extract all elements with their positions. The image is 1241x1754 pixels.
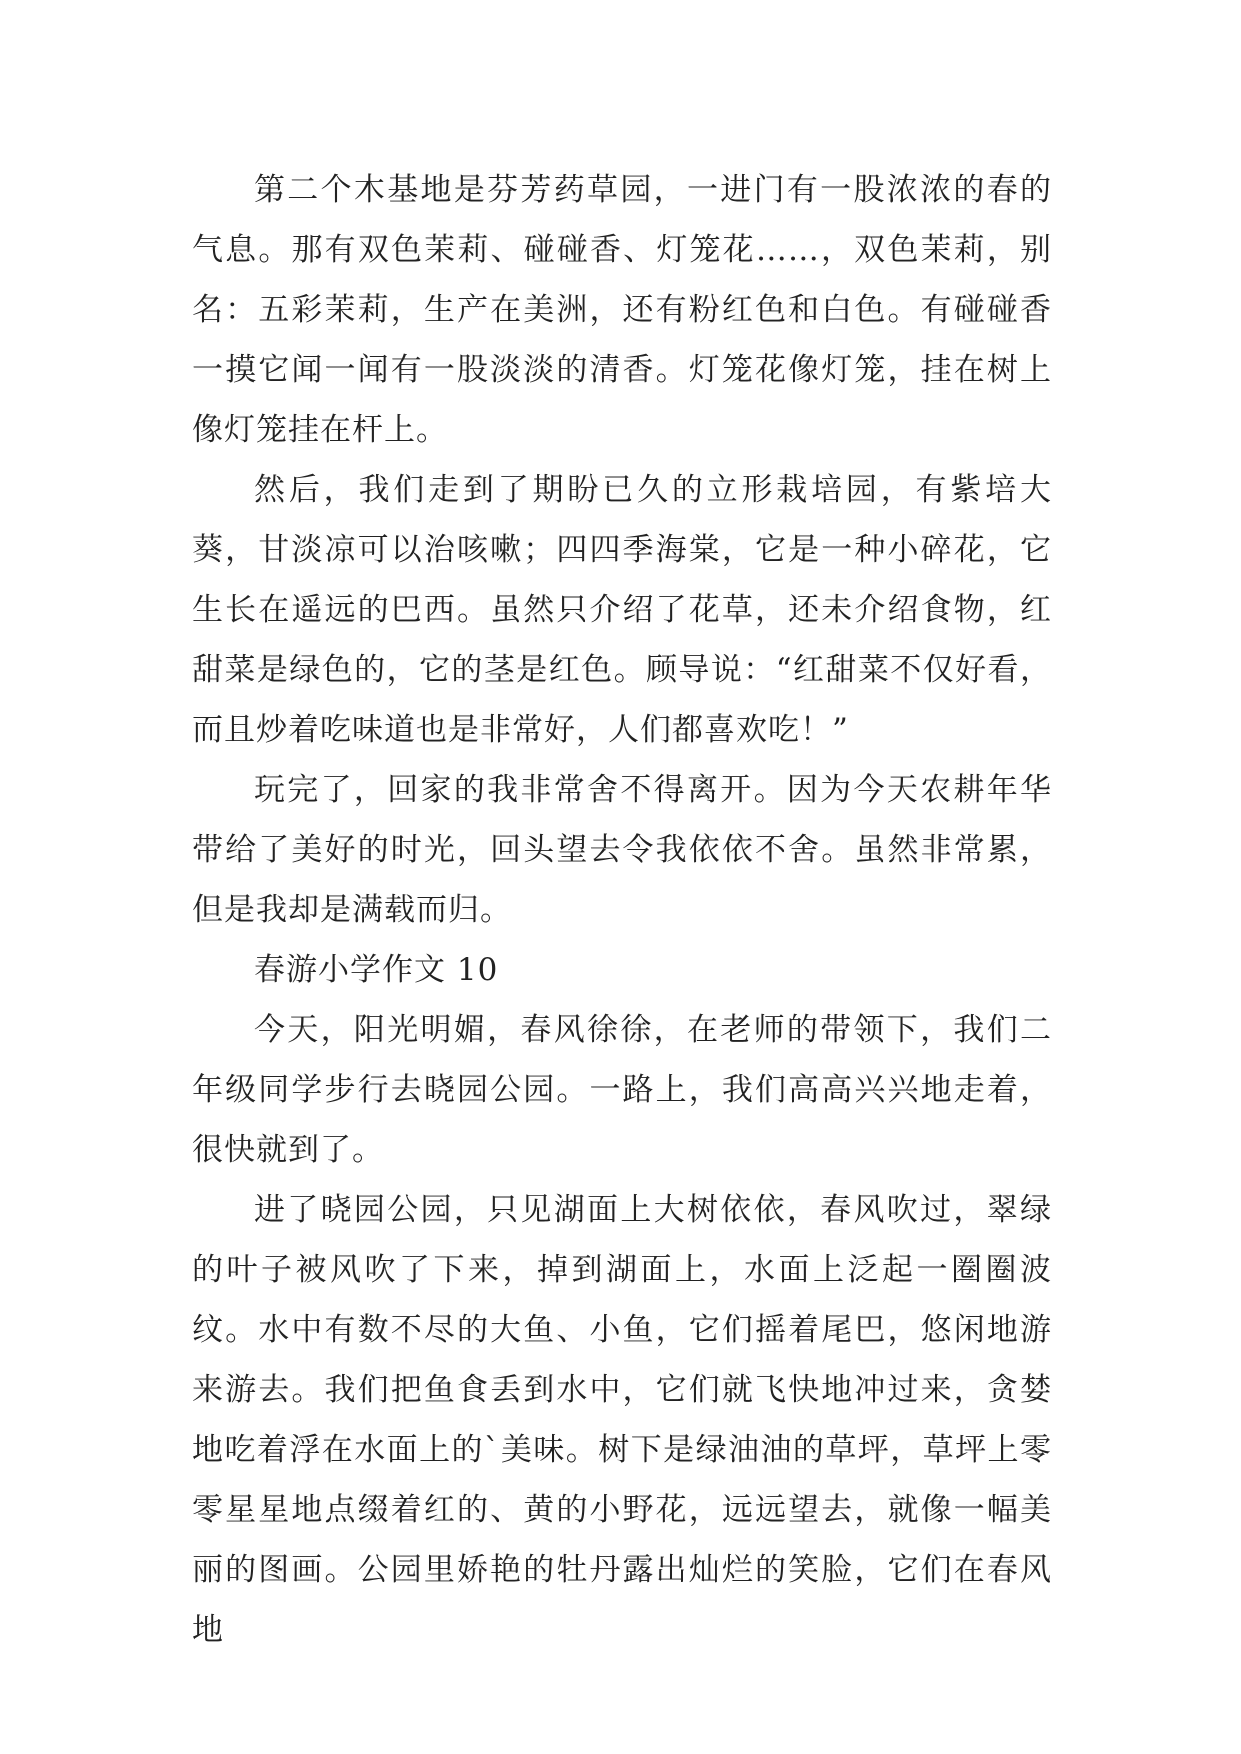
paragraph: 进了晓园公园，只见湖面上大树依依，春风吹过，翠绿的叶子被风吹了下来，掉到湖面上，水面上泛起一圈圈波纹。水中有数不尽的大鱼、小鱼，它们摇着尾巴，悠闲地游来游去。我们把鱼食丢到水中，它们就飞快地冲过来，贪婪地吃着浮在水面上的`美味。树下是绿油油的草坪，草坪上零零星星地点缀着红的、黄的小野花，远远望去，就像一幅美丽的图画。公园里娇艳的牡丹露出灿烂的笑脸，它们在春风地: [192, 1192, 1052, 1648]
paragraph: 今天，阳光明媚，春风徐徐，在老师的带领下，我们二年级同学步行去晓园公园。一路上，我们高高兴兴地走着，很快就到了。: [192, 1012, 1052, 1168]
document-body: [192, 160, 1052, 1660]
paragraph: 第二个木基地是芬芳药草园，一进门有一股浓浓的春的气息。那有双色茉莉、碰碰香、灯笼花……，双色茉莉，别名：五彩茉莉，生产在美洲，还有粉红色和白色。有碰碰香一摸它闻一闻有一股淡淡的清香。灯笼花像灯笼，挂在树上像灯笼挂在杆上。: [192, 172, 1052, 448]
paragraph: 玩完了，回家的我非常舍不得离开。因为今天农耕年华带给了美好的时光，回头望去令我依依不舍。虽然非常累，但是我却是满载而归。: [192, 772, 1052, 928]
section-heading: 春游小学作文 10: [254, 952, 499, 988]
paragraph: 然后，我们走到了期盼已久的立形栽培园，有紫培大葵，甘淡凉可以治咳嗽；四四季海棠，它是一种小碎花，它生长在遥远的巴西。虽然只介绍了花草，还未介绍食物，红甜菜是绿色的，它的茎是红色。顾导说：“红甜菜不仅好看，而且炒着吃味道也是非常好，人们都喜欢吃！”: [192, 472, 1052, 748]
